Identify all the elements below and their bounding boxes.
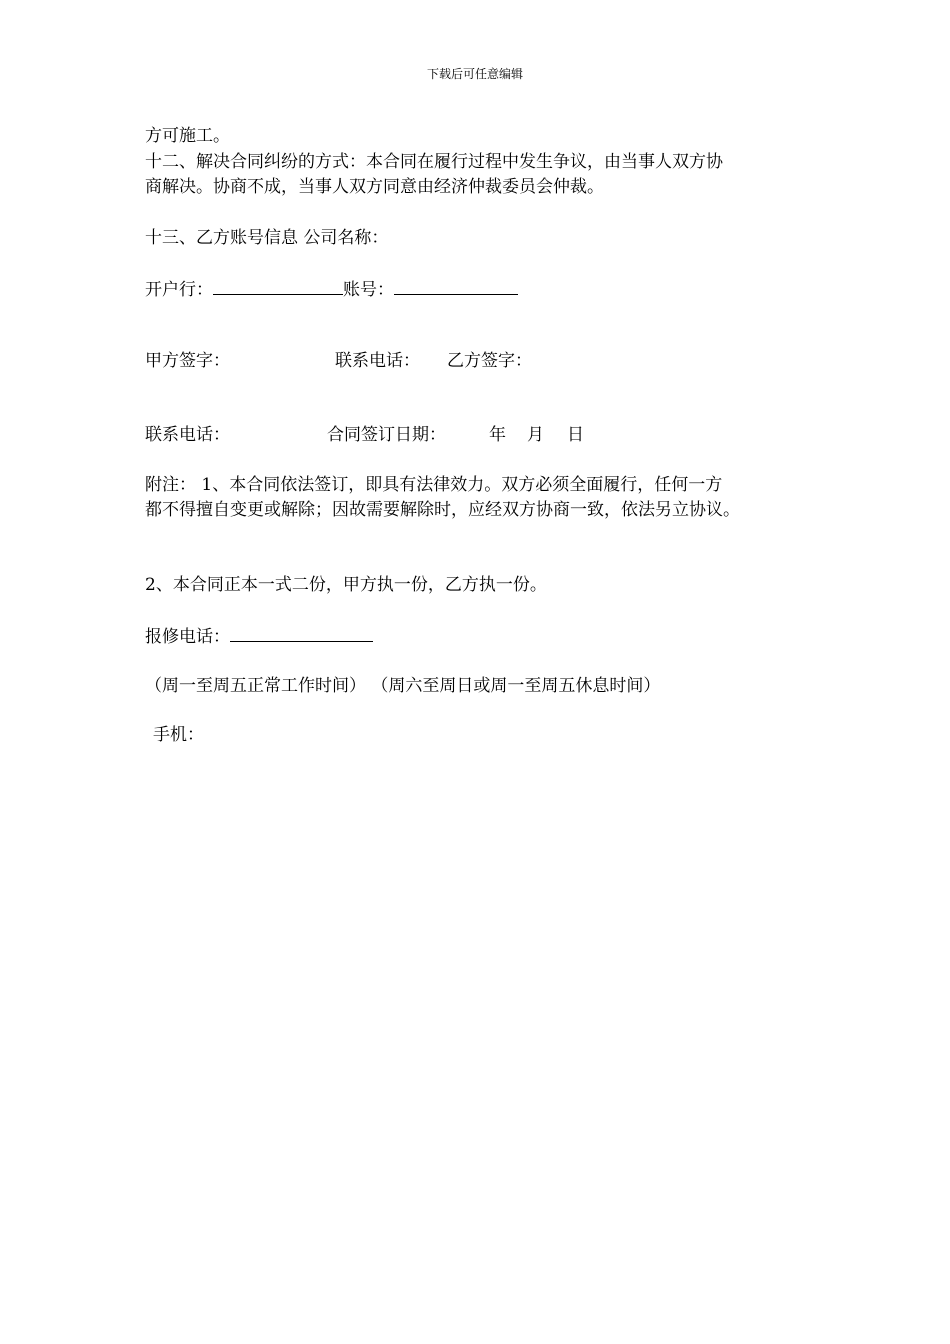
- day-label: 日: [567, 425, 584, 445]
- party-a-signature-label: 甲方签字：: [145, 351, 230, 371]
- month-label: 月: [527, 425, 544, 445]
- repair-phone-blank: [230, 623, 373, 642]
- account-label: 账号：: [343, 280, 394, 300]
- account-info-line: 十三、乙方账号信息 公司名称：: [145, 228, 389, 248]
- body-line-3: 商解决。协商不成，当事人双方同意由经济仲裁委员会仲裁。: [145, 177, 604, 197]
- body-line-2: 十二、解决合同纠纷的方式：本合同在履行过程中发生争议，由当事人双方协: [145, 152, 723, 172]
- repair-phone-line: [145, 623, 373, 649]
- mobile-label: 手机：: [153, 725, 204, 745]
- bank-label: 开户行：: [145, 280, 213, 300]
- page-header: 下载后可任意编辑: [426, 67, 523, 81]
- date-line: [145, 423, 584, 447]
- contact-phone-label-2: 联系电话：: [145, 425, 230, 445]
- contract-date-label: 合同签订日期：: [327, 425, 446, 445]
- body-line-1: 方可施工。: [145, 126, 230, 146]
- note-line-3: 2、本合同正本一式二份，甲方执一份，乙方执一份。: [145, 575, 547, 595]
- party-b-signature-label: 乙方签字：: [447, 351, 532, 371]
- contact-phone-label-1: 联系电话：: [335, 351, 420, 371]
- account-blank: [394, 276, 518, 295]
- bank-blank: [213, 276, 343, 295]
- bank-account-line: [145, 276, 518, 302]
- signature-line: [145, 349, 532, 373]
- note-line-1: 附注： 1、本合同依法签订，即具有法律效力。双方必须全面履行，任何一方: [145, 475, 723, 495]
- repair-phone-label: 报修电话：: [145, 627, 230, 647]
- note-line-2: 都不得擅自变更或解除；因故需要解除时，应经双方协商一致，依法另立协议。: [145, 500, 740, 520]
- hours-line: （周一至周五正常工作时间） （周六至周日或周一至周五休息时间）: [145, 676, 661, 696]
- year-label: 年: [489, 425, 506, 445]
